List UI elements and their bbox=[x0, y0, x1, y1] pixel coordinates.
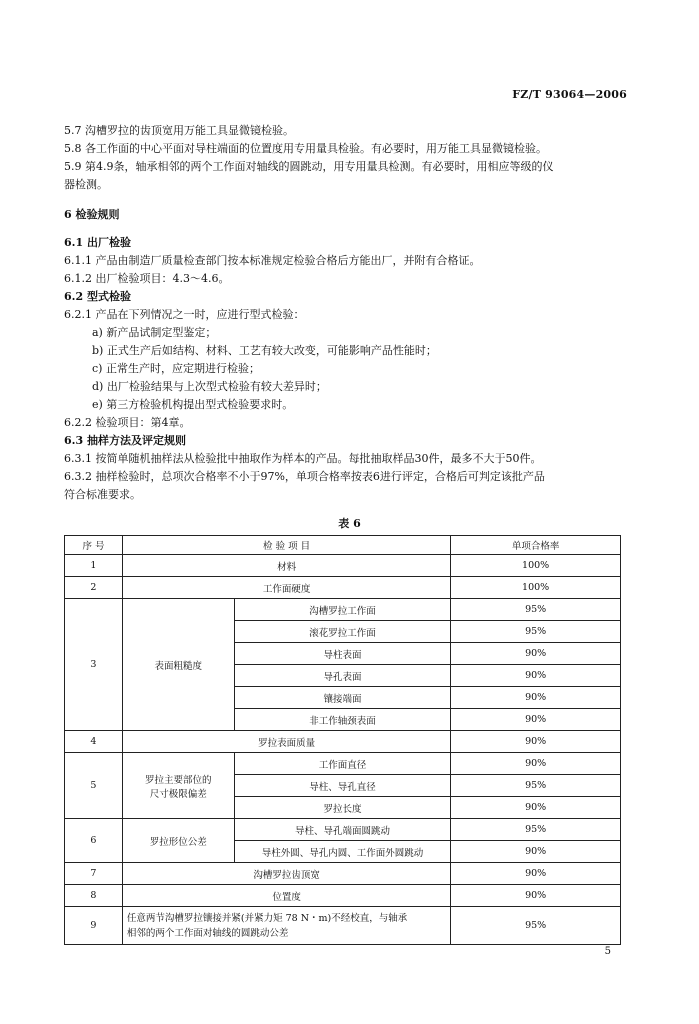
row-sub-item: 沟槽罗拉工作面 bbox=[234, 599, 451, 621]
row-no: 7 bbox=[65, 863, 123, 885]
row-item: 沟槽罗拉齿顶宽 bbox=[122, 863, 450, 885]
row-sub-item: 工作面直径 bbox=[234, 753, 451, 775]
row-no: 6 bbox=[65, 819, 123, 863]
list-item-b: b) 正式生产后如结构、材料、工艺有较大改变，可能影响产品性能时； bbox=[92, 344, 437, 357]
list-item-a: a) 新产品试制定型鉴定； bbox=[92, 326, 217, 339]
table-row bbox=[65, 555, 621, 577]
paragraph-6-3-2-cont: 符合标准要求。 bbox=[64, 488, 141, 501]
section-heading-6-1: 6.1 出厂检验 bbox=[64, 236, 131, 249]
list-item-c: c) 正常生产时，应定期进行检验； bbox=[92, 362, 260, 375]
row-item: 罗拉表面质量 bbox=[122, 731, 450, 753]
table-header-row bbox=[65, 536, 621, 555]
table-row bbox=[65, 753, 621, 775]
section-heading-6: 6 检验规则 bbox=[64, 208, 120, 221]
row-rate: 90% bbox=[451, 885, 621, 907]
page-number: 5 bbox=[604, 946, 611, 957]
list-item-d: d) 出厂检验结果与上次型式检验有较大差异时； bbox=[92, 380, 327, 393]
section-heading-6-2: 6.2 型式检验 bbox=[64, 290, 131, 303]
row-sub-item: 导柱外圆、导孔内圆、工作面外圆跳动 bbox=[234, 841, 451, 863]
row-rate: 100% bbox=[451, 577, 621, 599]
header-item: 检 验 项 目 bbox=[122, 536, 450, 555]
row-rate: 90% bbox=[451, 797, 621, 819]
row-sub-item: 导柱、导孔直径 bbox=[234, 775, 451, 797]
row-sub-item: 导柱、导孔端面圆跳动 bbox=[234, 819, 451, 841]
row-group-line: 尺寸极限偏差 bbox=[149, 788, 207, 800]
table-row bbox=[65, 577, 621, 599]
table-row bbox=[65, 599, 621, 621]
paragraph-5-8: 5.8 各工作面的中心平面对导柱端面的位置度用专用量具检验。有必要时，用万能工具显微镜检验。 bbox=[64, 142, 547, 155]
row-no: 3 bbox=[65, 599, 123, 731]
row-rate: 95% bbox=[451, 775, 621, 797]
qualification-rate-table bbox=[64, 535, 621, 945]
table-row bbox=[65, 907, 621, 945]
paragraph-6-2-1: 6.2.1 产品在下列情况之一时，应进行型式检验： bbox=[64, 308, 305, 321]
row-rate: 95% bbox=[451, 907, 621, 945]
table-row bbox=[65, 731, 621, 753]
row-sub-item: 罗拉长度 bbox=[234, 797, 451, 819]
row-item: 位置度 bbox=[122, 885, 450, 907]
row-rate: 90% bbox=[451, 731, 621, 753]
header-rate: 单项合格率 bbox=[451, 536, 621, 555]
row-item-line: 任意两节沟槽罗拉镶接并紧(并紧力矩 78 N・m)不经校直，与轴承 bbox=[126, 912, 408, 924]
row-sub-item: 导柱表面 bbox=[234, 643, 451, 665]
table-caption: 表 6 bbox=[338, 517, 361, 530]
section-heading-6-3: 6.3 抽样方法及评定规则 bbox=[64, 434, 186, 447]
row-no: 8 bbox=[65, 885, 123, 907]
row-sub-item: 滚花罗拉工作面 bbox=[234, 621, 451, 643]
list-item-e: e) 第三方检验机构提出型式检验要求时。 bbox=[92, 398, 294, 411]
paragraph-6-3-1: 6.3.1 按简单随机抽样法从检验批中抽取作为样本的产品。每批抽取样品30件，最多不大于50件。 bbox=[64, 452, 542, 465]
row-group-line: 罗拉主要部位的 bbox=[145, 774, 212, 786]
paragraph-6-1-2: 6.1.2 出厂检验项目：4.3～4.6。 bbox=[64, 272, 230, 285]
paragraph-5-9-cont: 器检测。 bbox=[64, 178, 108, 191]
row-sub-item: 非工作轴颈表面 bbox=[234, 709, 451, 731]
paragraph-5-7: 5.7 沟槽罗拉的齿顶宽用万能工具显微镜检验。 bbox=[64, 124, 294, 137]
row-rate: 90% bbox=[451, 841, 621, 863]
row-rate: 90% bbox=[451, 753, 621, 775]
row-item-line: 相邻的两个工作面对轴线的圆跳动公差 bbox=[126, 927, 289, 939]
row-rate: 95% bbox=[451, 599, 621, 621]
row-no: 9 bbox=[65, 907, 123, 945]
row-rate: 95% bbox=[451, 819, 621, 841]
row-rate: 90% bbox=[451, 863, 621, 885]
row-sub-item: 导孔表面 bbox=[234, 665, 451, 687]
paragraph-6-1-1: 6.1.1 产品由制造厂质量检查部门按本标准规定检验合格后方能出厂，并附有合格证。 bbox=[64, 254, 481, 267]
table-row bbox=[65, 863, 621, 885]
row-no: 1 bbox=[65, 555, 123, 577]
header-no: 序 号 bbox=[65, 536, 123, 555]
row-rate: 90% bbox=[451, 687, 621, 709]
row-rate: 95% bbox=[451, 621, 621, 643]
row-rate: 90% bbox=[451, 643, 621, 665]
row-item: 材料 bbox=[122, 555, 450, 577]
row-no: 5 bbox=[65, 753, 123, 819]
row-group bbox=[122, 753, 234, 819]
row-rate: 90% bbox=[451, 665, 621, 687]
table-row bbox=[65, 885, 621, 907]
paragraph-6-3-2: 6.3.2 抽样检验时，总项次合格率不小于97%，单项合格率按表6进行评定，合格后可判定该批产品 bbox=[64, 470, 545, 483]
paragraph-5-9: 5.9 第4.9条，轴承相邻的两个工作面对轴线的圆跳动，用专用量具检测。有必要时，用相应等级的仪 bbox=[64, 160, 554, 173]
row-no: 2 bbox=[65, 577, 123, 599]
row-item: 工作面硬度 bbox=[122, 577, 450, 599]
document-code: FZ/T 93064—2006 bbox=[512, 88, 627, 101]
row-rate: 90% bbox=[451, 709, 621, 731]
row-group: 罗拉形位公差 bbox=[122, 819, 234, 863]
row-sub-item: 镶接端面 bbox=[234, 687, 451, 709]
paragraph-6-2-2: 6.2.2 检验项目：第4章。 bbox=[64, 416, 191, 429]
row-rate: 100% bbox=[451, 555, 621, 577]
row-item bbox=[122, 907, 450, 945]
row-group: 表面粗糙度 bbox=[122, 599, 234, 731]
row-no: 4 bbox=[65, 731, 123, 753]
table-row bbox=[65, 819, 621, 841]
